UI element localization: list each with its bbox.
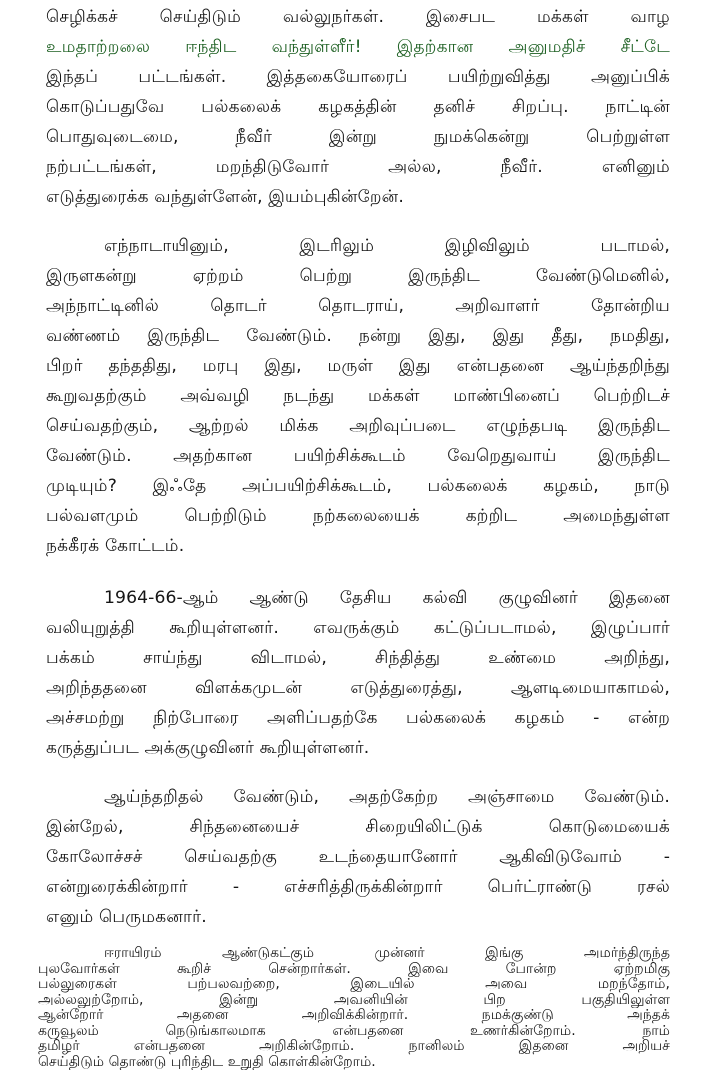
text-line: பிறர் தந்ததிது, மரபு இது, மருள் இது என்பதனை ஆய்ந்தறிந்து bbox=[46, 356, 670, 376]
text-line: இருளகன்று ஏற்றம் பெற்று இருந்திட வேண்டுமெனில், bbox=[46, 266, 670, 286]
text-line: இந்தப் பட்டங்கள். இத்தகையோரைப் பயிற்றுவித்து அனுப்பிக் bbox=[46, 67, 670, 87]
text-line: நற்பட்டங்கள், மறந்திடுவோர் அல்ல, நீவீர். எனினும் bbox=[46, 157, 670, 177]
text-line: அந்நாட்டினில் தொடர் தொடராய், அறிவாளர் தோன்றிய bbox=[46, 296, 670, 316]
text-line: அறிந்ததனை விளக்கமுடன் எடுத்துரைத்து, ஆளடிமையாகாமல், bbox=[46, 678, 670, 698]
text-line: வலியுறுத்தி கூறியுள்ளனர். எவருக்கும் கட்டுப்படாமல், இழுப்பார் bbox=[46, 618, 670, 638]
text-line: 1964-66-ஆம் ஆண்டு தேசிய கல்வி குழுவினர் இதனை bbox=[104, 588, 670, 608]
text-line: கூறுவதற்கும் அவ்வழி நடந்து மக்கள் மாண்பினைப் பெற்றிடச் bbox=[46, 386, 670, 406]
text-line: நக்கீரக் கோட்டம். bbox=[46, 536, 185, 556]
text-line: ஆய்ந்தறிதல் வேண்டும், அதற்கேற்ற அஞ்சாமை வேண்டும். bbox=[104, 787, 670, 807]
text-line: கொடுப்பதுவே பல்கலைக் கழகத்தின் தனிச் சிறப்பு. நாட்டின் bbox=[46, 97, 670, 117]
text-line: செய்திடும் தொண்டு புரிந்திட உறுதி கொள்கின்றோம். bbox=[38, 1054, 376, 1070]
text-line: பல்வளமும் பெற்றிடும் நற்கலையைக் கற்றிட அமைந்துள்ள bbox=[46, 506, 670, 526]
text-line: எடுத்துரைக்க வந்துள்ளேன், இயம்புகின்றேன். bbox=[46, 187, 404, 207]
text-line: இன்றேல், சிந்தனையைச் சிறையிலிட்டுக் கொடுமையைக் bbox=[46, 817, 670, 837]
text-line: முடியும்? இஃதே அப்பயிற்சிக்கூடம், பல்கலைக் கழகம், நாடு bbox=[46, 476, 670, 496]
text-line: புலவோர்கள் கூறிச் சென்றார்கள். இவை போன்ற ஏற்றமிகு bbox=[38, 961, 670, 977]
text-line: தமிழர் என்பதனை அறிகின்றோம். நானிலம் இதனை அறியச் bbox=[38, 1039, 670, 1054]
text-line: எந்நாடாயினும், இடரிலும் இழிவிலும் படாமல், bbox=[104, 236, 670, 256]
text-line: கோலோச்சச் செய்வதற்கு உடந்தையானோர் ஆகிவிடுவோம் - bbox=[46, 847, 670, 867]
text-line: பக்கம் சாய்ந்து விடாமல், சிந்தித்து உண்மை அறிந்து, bbox=[46, 648, 670, 668]
text-line: அல்லலுற்றோம், இன்று அவனியின் பிற பகுதியிலுள்ள bbox=[38, 992, 670, 1008]
text-line: செழிக்கச் செய்திடும் வல்லுநர்கள். இசைபட மக்கள் வாழ bbox=[46, 7, 670, 27]
text-line: எனும் பெருமகனார். bbox=[46, 907, 207, 927]
text-line: என்றுரைக்கின்றார் - எச்சரித்திருக்கின்றார் பெர்ட்ராண்டு ரசல் bbox=[46, 877, 670, 897]
text-line: பல்லுரைகள் பற்பலவற்றை, இடையில் அவை மறந்தோம், bbox=[38, 977, 670, 992]
text-line: ஈராயிரம் ஆண்டுகட்கும் முன்னர் இங்கு அமர்ந்திருந்த bbox=[104, 946, 670, 961]
text-line: செய்வதற்கும், ஆற்றல் மிக்க அறிவுப்படை எழுந்தபடி இருந்திட bbox=[46, 416, 670, 436]
text-line: கருத்துப்பட அக்குழுவினர் கூறியுள்ளனர். bbox=[46, 738, 370, 758]
text-line: உமதாற்றலை ஈந்திட வந்துள்ளீர்! இதற்கான அனுமதிச் சீட்டே bbox=[46, 37, 670, 57]
text-line: வேண்டும். அதற்கான பயிற்சிக்கூடம் வேறெதுவாய் இருந்திட bbox=[46, 446, 670, 466]
text-line: அச்சமற்று நிற்போரை அளிப்பதற்கே பல்கலைக் கழகம் - என்ற bbox=[46, 708, 670, 728]
text-line: ஆன்றோர் அதனை அறிவிக்கின்றார். நமக்குண்டு அந்தக் bbox=[38, 1008, 670, 1023]
text-line: கருவூலம் நெடுங்காலமாக என்பதனை உணர்கின்றோம். நாம் bbox=[38, 1023, 670, 1039]
text-line: வண்ணம் இருந்திட வேண்டும். நன்று இது, இது தீது, நமதிது, bbox=[46, 326, 670, 346]
text-line: பொதுவுடைமை, நீவீர் இன்று நுமக்கென்று பெற்றுள்ள bbox=[46, 127, 670, 147]
